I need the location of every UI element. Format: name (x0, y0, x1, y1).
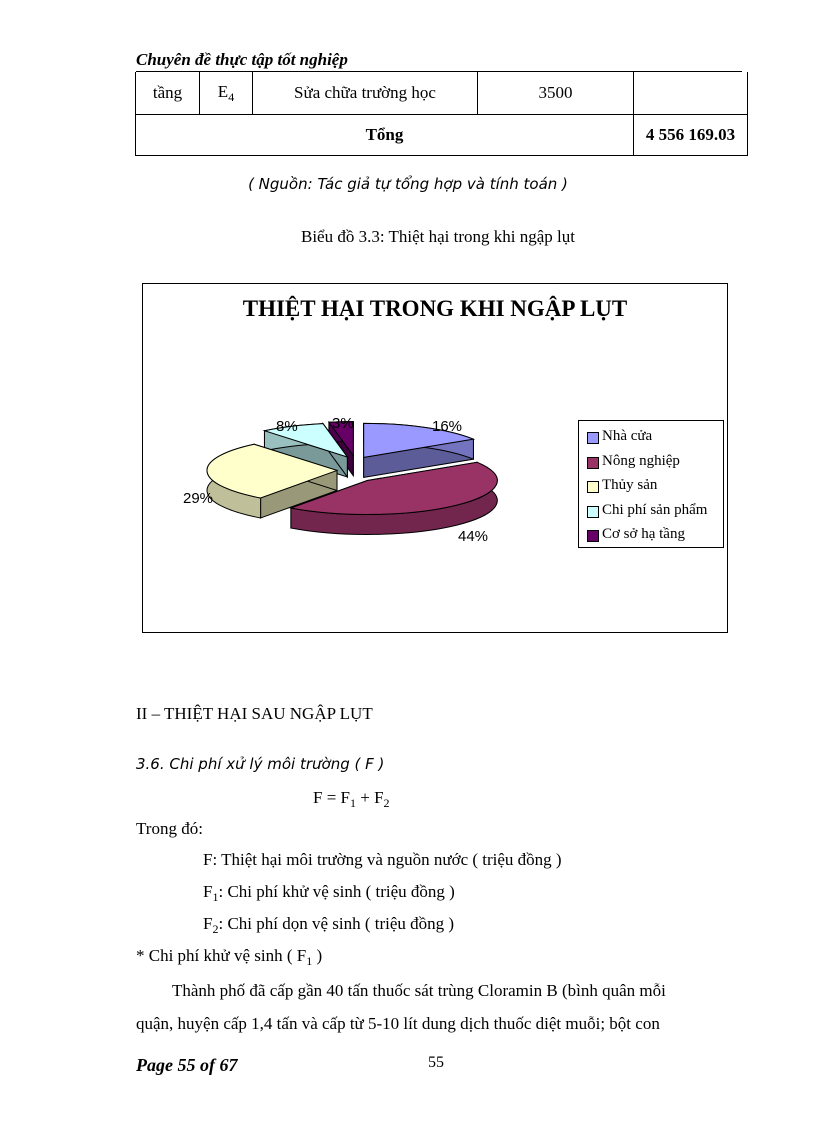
table-cell: Sửa chữa trường học (253, 72, 478, 115)
legend-swatch (587, 481, 599, 493)
formula-subscript: 2 (383, 796, 390, 810)
legend-label: Chi phí sản phẩm (602, 502, 708, 518)
total-label: Tổng (136, 115, 634, 156)
legend-label: Nhà cửa (602, 428, 653, 444)
footer-page-number: 55 (428, 1054, 444, 1071)
def-text: : Chi phí khử vệ sinh ( triệu đồng ) (218, 882, 455, 901)
legend-label: Nông nghiệp (602, 453, 680, 469)
total-value: 4 556 169.03 (634, 115, 748, 156)
subsection-heading: 3.6. Chi phí xử lý môi trường ( F ) (136, 755, 385, 773)
formula-subscript: 1 (350, 796, 356, 810)
source-note: ( Nguồn: Tác giả tự tổng hợp và tính toán ) (248, 175, 568, 193)
data-label: 16% (432, 418, 463, 435)
formula-part: F = F (313, 788, 350, 807)
code-subscript: 4 (228, 89, 235, 104)
bullet-subscript: 1 (306, 954, 313, 968)
data-label: 8% (276, 418, 298, 435)
table-cell: 3500 (478, 72, 634, 115)
chart-legend (578, 420, 724, 548)
def-symbol: F (203, 882, 213, 901)
definition-line (203, 882, 455, 905)
footer-page-label: Page 55 of 67 (136, 1055, 238, 1075)
def-symbol: F (203, 850, 213, 869)
bullet-line (136, 946, 322, 969)
legend-swatch (587, 432, 599, 444)
formula (313, 788, 390, 811)
def-subscript: 2 (212, 922, 219, 936)
bullet-text: * Chi phí khử vệ sinh ( F (136, 946, 307, 965)
def-symbol: F (203, 914, 213, 933)
def-text: : Chi phí dọn vệ sinh ( triệu đồng ) (218, 914, 455, 933)
where-label: Trong đó: (136, 819, 203, 838)
definition-line (203, 850, 562, 873)
legend-swatch (587, 457, 599, 469)
document-header: Chuyên đề thực tập tốt nghiệp (136, 50, 348, 69)
legend-swatch (587, 506, 599, 518)
legend-label: Cơ sở hạ tầng (602, 526, 685, 542)
chart-title: THIỆT HẠI TRONG KHI NGẬP LỤT (242, 296, 628, 321)
legend-label: Thủy sản (602, 477, 658, 493)
definition-line (203, 914, 454, 937)
table-cell: tầng (136, 72, 200, 115)
figure-caption: Biểu đồ 3.3: Thiệt hại trong khi ngập lụt (300, 227, 576, 246)
def-text: : Thiệt hại môi trường và nguồn nước ( triệu đồng ) (212, 850, 562, 869)
data-label: 29% (183, 490, 214, 507)
bullet-text: ) (312, 946, 323, 965)
section-heading: II – THIỆT HẠI SAU NGẬP LỤT (136, 704, 373, 723)
data-label: 3% (332, 415, 354, 432)
legend-swatch (587, 530, 599, 542)
paragraph-line: quận, huyện cấp 1,4 tấn và cấp từ 5-10 lít dung dịch thuốc diệt muỗi; bột con (136, 1014, 660, 1033)
def-subscript: 1 (212, 890, 219, 904)
paragraph-line: Thành phố đã cấp gần 40 tấn thuốc sát trùng Cloramin B (bình quân mỗi (172, 981, 666, 1000)
formula-part: + F (356, 788, 384, 807)
data-label: 44% (458, 528, 489, 545)
code: E (217, 81, 229, 101)
